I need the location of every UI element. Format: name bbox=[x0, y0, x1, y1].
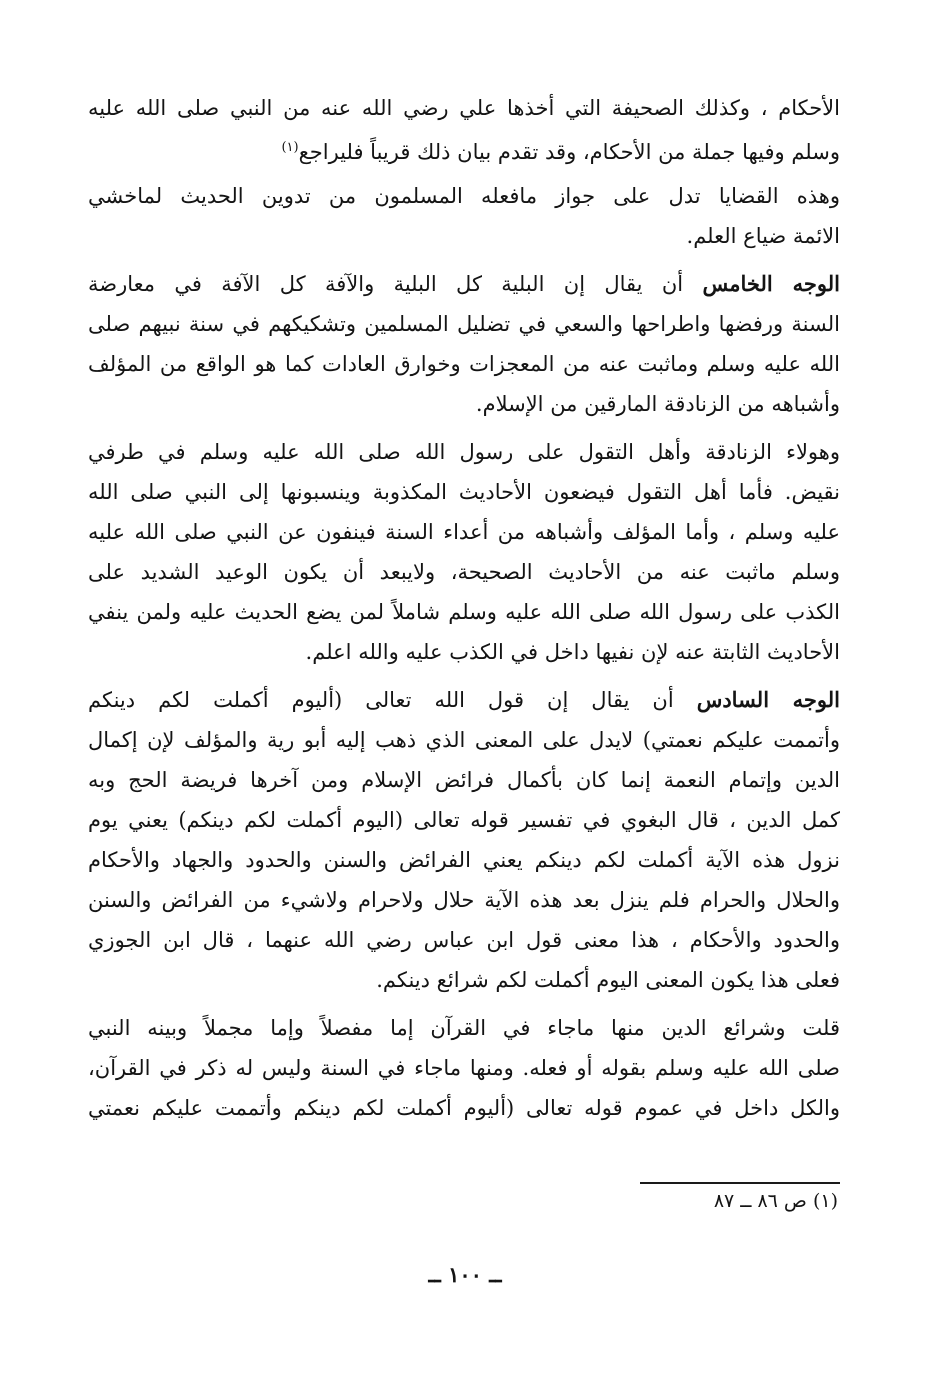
paragraph-5 bbox=[88, 680, 840, 1000]
page-body bbox=[88, 88, 840, 1136]
section-heading: الوجه السادس bbox=[696, 687, 840, 712]
text-line: صلى الله عليه وسلم بقوله أو فعله. ومنها ماجاء في السنة وليس له ذكر في القرآن، bbox=[88, 1056, 840, 1080]
text-line: وأتممت عليكم نعمتي) لايدل على المعنى الذي ذهب إليه أبو رية والمؤلف لإن إكمال bbox=[88, 728, 840, 752]
text-line: الأحكام ، وكذلك الصحيفة التي أخذها علي رضي الله عنه من النبي صلى الله عليه bbox=[88, 96, 840, 120]
text-line: وهولاء الزنادقة وأهل التقول على رسول الله صلى الله عليه وسلم في طرفي bbox=[88, 440, 840, 464]
text-line: فعلى هذا يكون المعنى اليوم أكملت لكم شرائع دينكم. bbox=[376, 968, 840, 992]
text-line: الله عليه وسلم وماثبت عنه من المعجزات وخوارق العادات كما هو الواقع من المؤلف bbox=[88, 352, 840, 376]
text-line bbox=[88, 128, 840, 168]
text-line: والحدود والأحكام ، هذا معنى قول ابن عباس رضي الله عنهما ، قال ابن الجوزي bbox=[88, 928, 840, 952]
page-number: ــ ١٠٠ ــ bbox=[428, 1262, 502, 1287]
text-line: الائمة ضياع العلم. bbox=[686, 224, 840, 248]
text-line: الأحاديث الثابتة عنه لإن نفيها داخل في الكذب عليه والله اعلم. bbox=[305, 640, 840, 664]
text-line: السنة ورفضها واطراحها والسعي في تضليل المسلمين وتشكيكهم في سنة نبيهم صلى bbox=[88, 312, 840, 336]
text-line bbox=[88, 264, 840, 304]
text-line: الدين وإتمام النعمة إنما كان بأكمال فرائض الإسلام ومن آخرها فريضة الحج وبه bbox=[88, 768, 840, 792]
text-line: وسلم ماثبت عنه من الأحاديث الصحيحة، ولايبعد أن يكون الوعيد الشديد على bbox=[88, 560, 840, 584]
footnote-marker[interactable]: (١) bbox=[281, 140, 299, 155]
paragraph-2 bbox=[88, 176, 840, 256]
text-line: كمل الدين ، قال البغوي في تفسير قوله تعالى (اليوم أكملت لكم دينكم) يعني يوم bbox=[88, 808, 840, 832]
text-line: والحلال والحرام فلم ينزل بعد هذه الآية حلال ولاحرام ولاشيء من الفرائض والسنن bbox=[88, 888, 840, 912]
text-line-content: أن يقال إن البلية كل البلية والآفة كل الآفة في معارضة bbox=[88, 272, 684, 296]
text-line: وأشباهه من الزنادقة المارقين من الإسلام. bbox=[475, 392, 840, 416]
paragraph-3 bbox=[88, 264, 840, 424]
text-line bbox=[88, 680, 840, 720]
text-line: وهذه القضايا تدل على جواز مافعله المسلمون من تدوين الحديث لماخشي bbox=[88, 184, 840, 208]
text-line-content: أن يقال إن قول الله تعالى (أليوم أكملت لكم دينكم bbox=[88, 688, 674, 712]
text-line-content: وسلم وفيها جملة من الأحكام، وقد تقدم بيان ذلك قريباً فليراجع bbox=[298, 140, 840, 164]
footnote-divider bbox=[640, 1182, 840, 1184]
paragraph-6 bbox=[88, 1008, 840, 1128]
text-line: قلت وشرائع الدين منها ماجاء في القرآن إما مفصلاً وإما مجملاً وبينه النبي bbox=[88, 1016, 840, 1040]
paragraph-1 bbox=[88, 88, 840, 168]
paragraph-4 bbox=[88, 432, 840, 672]
text-line: الكذب على رسول الله صلى الله عليه وسلم شاملاً لمن يضع الحديث عليه ولمن ينفي bbox=[88, 600, 840, 624]
footnote: (١) ص ٨٦ ــ ٨٧ bbox=[713, 1190, 838, 1212]
text-line: نقيض. فأما أهل التقول فيضعون الأحاديث المكذوبة وينسبونها إلى النبي صلى الله bbox=[88, 480, 840, 504]
section-heading: الوجه الخامس bbox=[702, 271, 840, 296]
text-line: والكل داخل في عموم قوله تعالى (أليوم أكملت لكم دينكم وأتممت عليكم نعمتي bbox=[88, 1096, 840, 1120]
text-line: نزول هذه الآية أكملت لكم دينكم يعني الفرائض والسنن والحدود والجهاد والأحكام bbox=[88, 848, 840, 872]
text-line: عليه وسلم ، وأما المؤلف وأشباهه من أعداء السنة فينفون عن النبي صلى الله عليه bbox=[88, 520, 840, 544]
